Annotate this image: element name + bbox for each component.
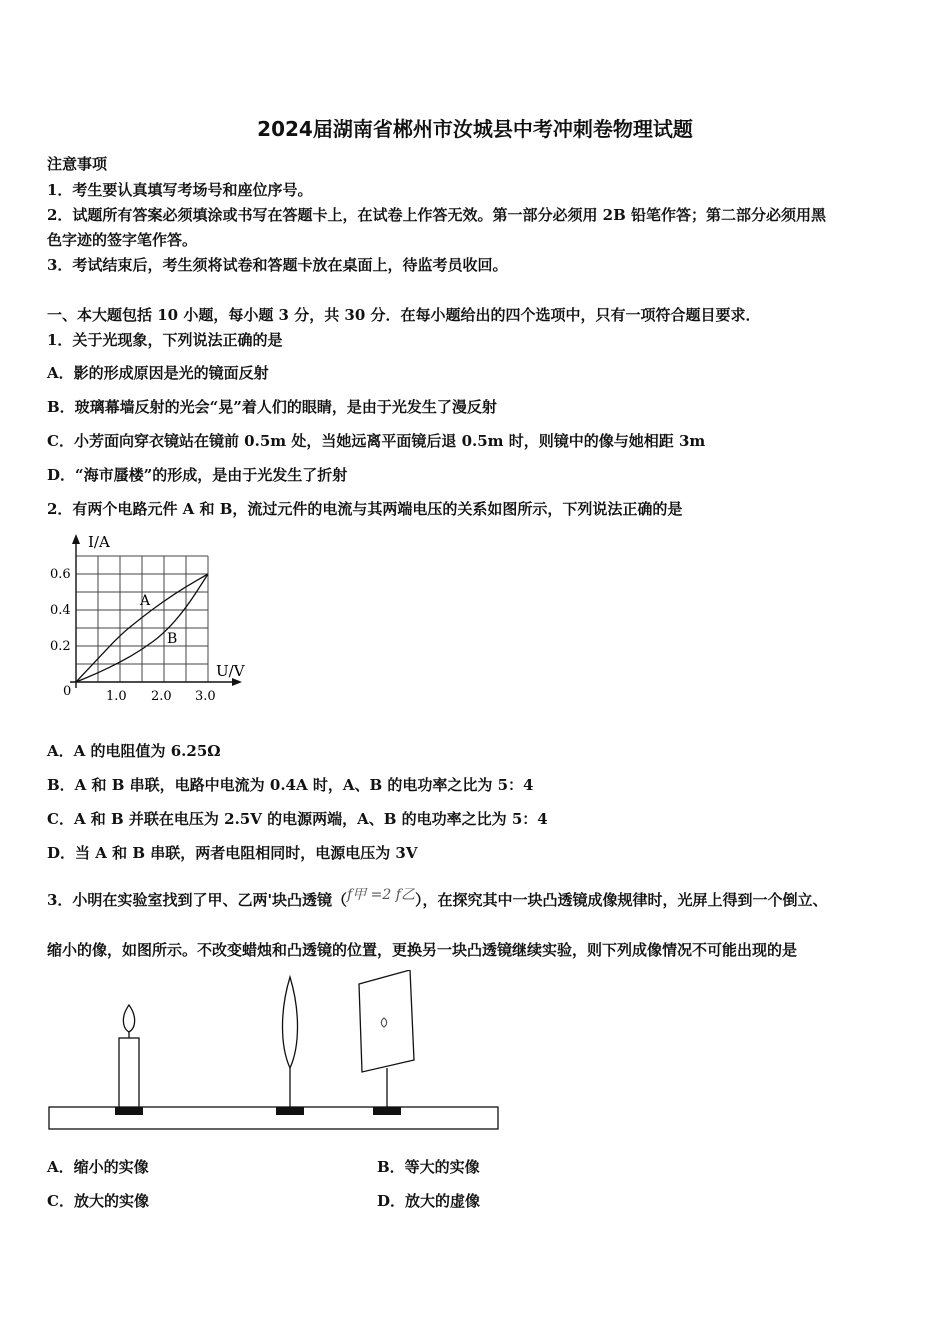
y-axis-label: I/A [88, 533, 110, 551]
q2-option-d: D．当 A 和 B 串联，两者电阻相同时，电源电压为 3V [47, 844, 418, 862]
q1-stem: 1．关于光现象，下列说法正确的是 [47, 331, 283, 349]
iu-chart [40, 525, 260, 710]
chart-grid [76, 556, 208, 682]
inverted-image-icon [381, 1018, 386, 1027]
series-b-label: B [167, 631, 178, 647]
q3-stem-line2: 缩小的像，如图所示。不改变蜡烛和凸透镜的位置，更换另一块凸透镜继续实验，则下列成像情况不可能出现的是 [47, 941, 798, 959]
q2-option-b: B．A 和 B 串联，电路中电流为 0.4A 时，A、B 的电功率之比为 5：4 [47, 776, 534, 794]
q2-option-a: A．A 的电阻值为 6.25Ω [47, 742, 221, 760]
x-tick-label: 3.0 [195, 689, 216, 704]
optical-bench-figure [45, 970, 505, 1135]
notice-heading: 注意事项 [47, 155, 108, 173]
convex-lens [276, 977, 304, 1115]
page-title: 2024届湖南省郴州市汝城县中考冲刺卷物理试题 [257, 117, 693, 141]
q3-stem [47, 889, 827, 910]
light-screen [359, 970, 414, 1115]
y-tick-label: 0.6 [50, 567, 71, 582]
q1-option-d: D．“海市蜃楼”的形成，是由于光发生了折射 [47, 466, 348, 484]
q2-option-c: C．A 和 B 并联在电压为 2.5V 的电源两端，A、B 的电功率之比为 5：4 [47, 810, 548, 828]
q3-option-a: A．缩小的实像 [47, 1158, 149, 1176]
notice-item-1: 1．考生要认真填写考场号和座位序号。 [47, 181, 313, 199]
y-tick-label: 0.4 [50, 603, 71, 618]
q1-option-a: A．影的形成原因是光的镜面反射 [47, 364, 269, 382]
q3-option-d: D．放大的虚像 [377, 1192, 481, 1210]
x-axis-label: U/V [216, 662, 245, 680]
series-a-label: A [140, 593, 151, 609]
candle-body [119, 1038, 139, 1108]
lens-icon [283, 977, 298, 1068]
candle-flame-icon [123, 1005, 134, 1032]
notice-item-2-cont: 色字迹的签字笔作答。 [47, 231, 198, 249]
y-tick-label: 0.2 [50, 639, 71, 654]
origin-label: 0 [63, 684, 72, 699]
q2-stem: 2．有两个电路元件 A 和 B，流过元件的电流与其两端电压的关系如图所示，下列说法正确的是 [47, 500, 683, 518]
q3-stem-before: 3．小明在实验室找到了甲、乙两'块凸透镜（ [47, 891, 348, 909]
x-tick-label: 2.0 [151, 689, 172, 704]
q1-option-c: C．小芳面向穿衣镜站在镜前 0.5m 处，当她远离平面镜后退 0.5m 时，则镜中的像与她相距 3m [47, 432, 706, 450]
candle [115, 1005, 143, 1115]
focal-formula: f甲 =2 f乙 [347, 887, 415, 903]
notice-item-3: 3．考试结束后，考生须将试卷和答题卡放在桌面上，待监考员收回。 [47, 256, 508, 274]
x-tick-label: 1.0 [106, 689, 127, 704]
q3-option-b: B．等大的实像 [377, 1158, 480, 1176]
q1-option-b: B．玻璃幕墙反射的光会“晃”着人们的眼睛，是由于光发生了漫反射 [47, 398, 497, 416]
notice-item-2: 2．试题所有答案必须填涂或书写在答题卡上，在试卷上作答无效。第一部分必须用 2B 铅笔作答；第二部分必须用黑 [47, 206, 827, 224]
y-axis-arrow-icon [72, 534, 80, 544]
q3-option-c: C．放大的实像 [47, 1192, 149, 1210]
section-heading: 一、本大题包括 10 小题，每小题 3 分，共 30 分．在每小题给出的四个选项中，只有一项符合题目要求． [47, 306, 761, 324]
q3-stem-after: ），在探究其中一块凸透镜成像规律时，光屏上得到一个倒立、 [414, 891, 828, 909]
